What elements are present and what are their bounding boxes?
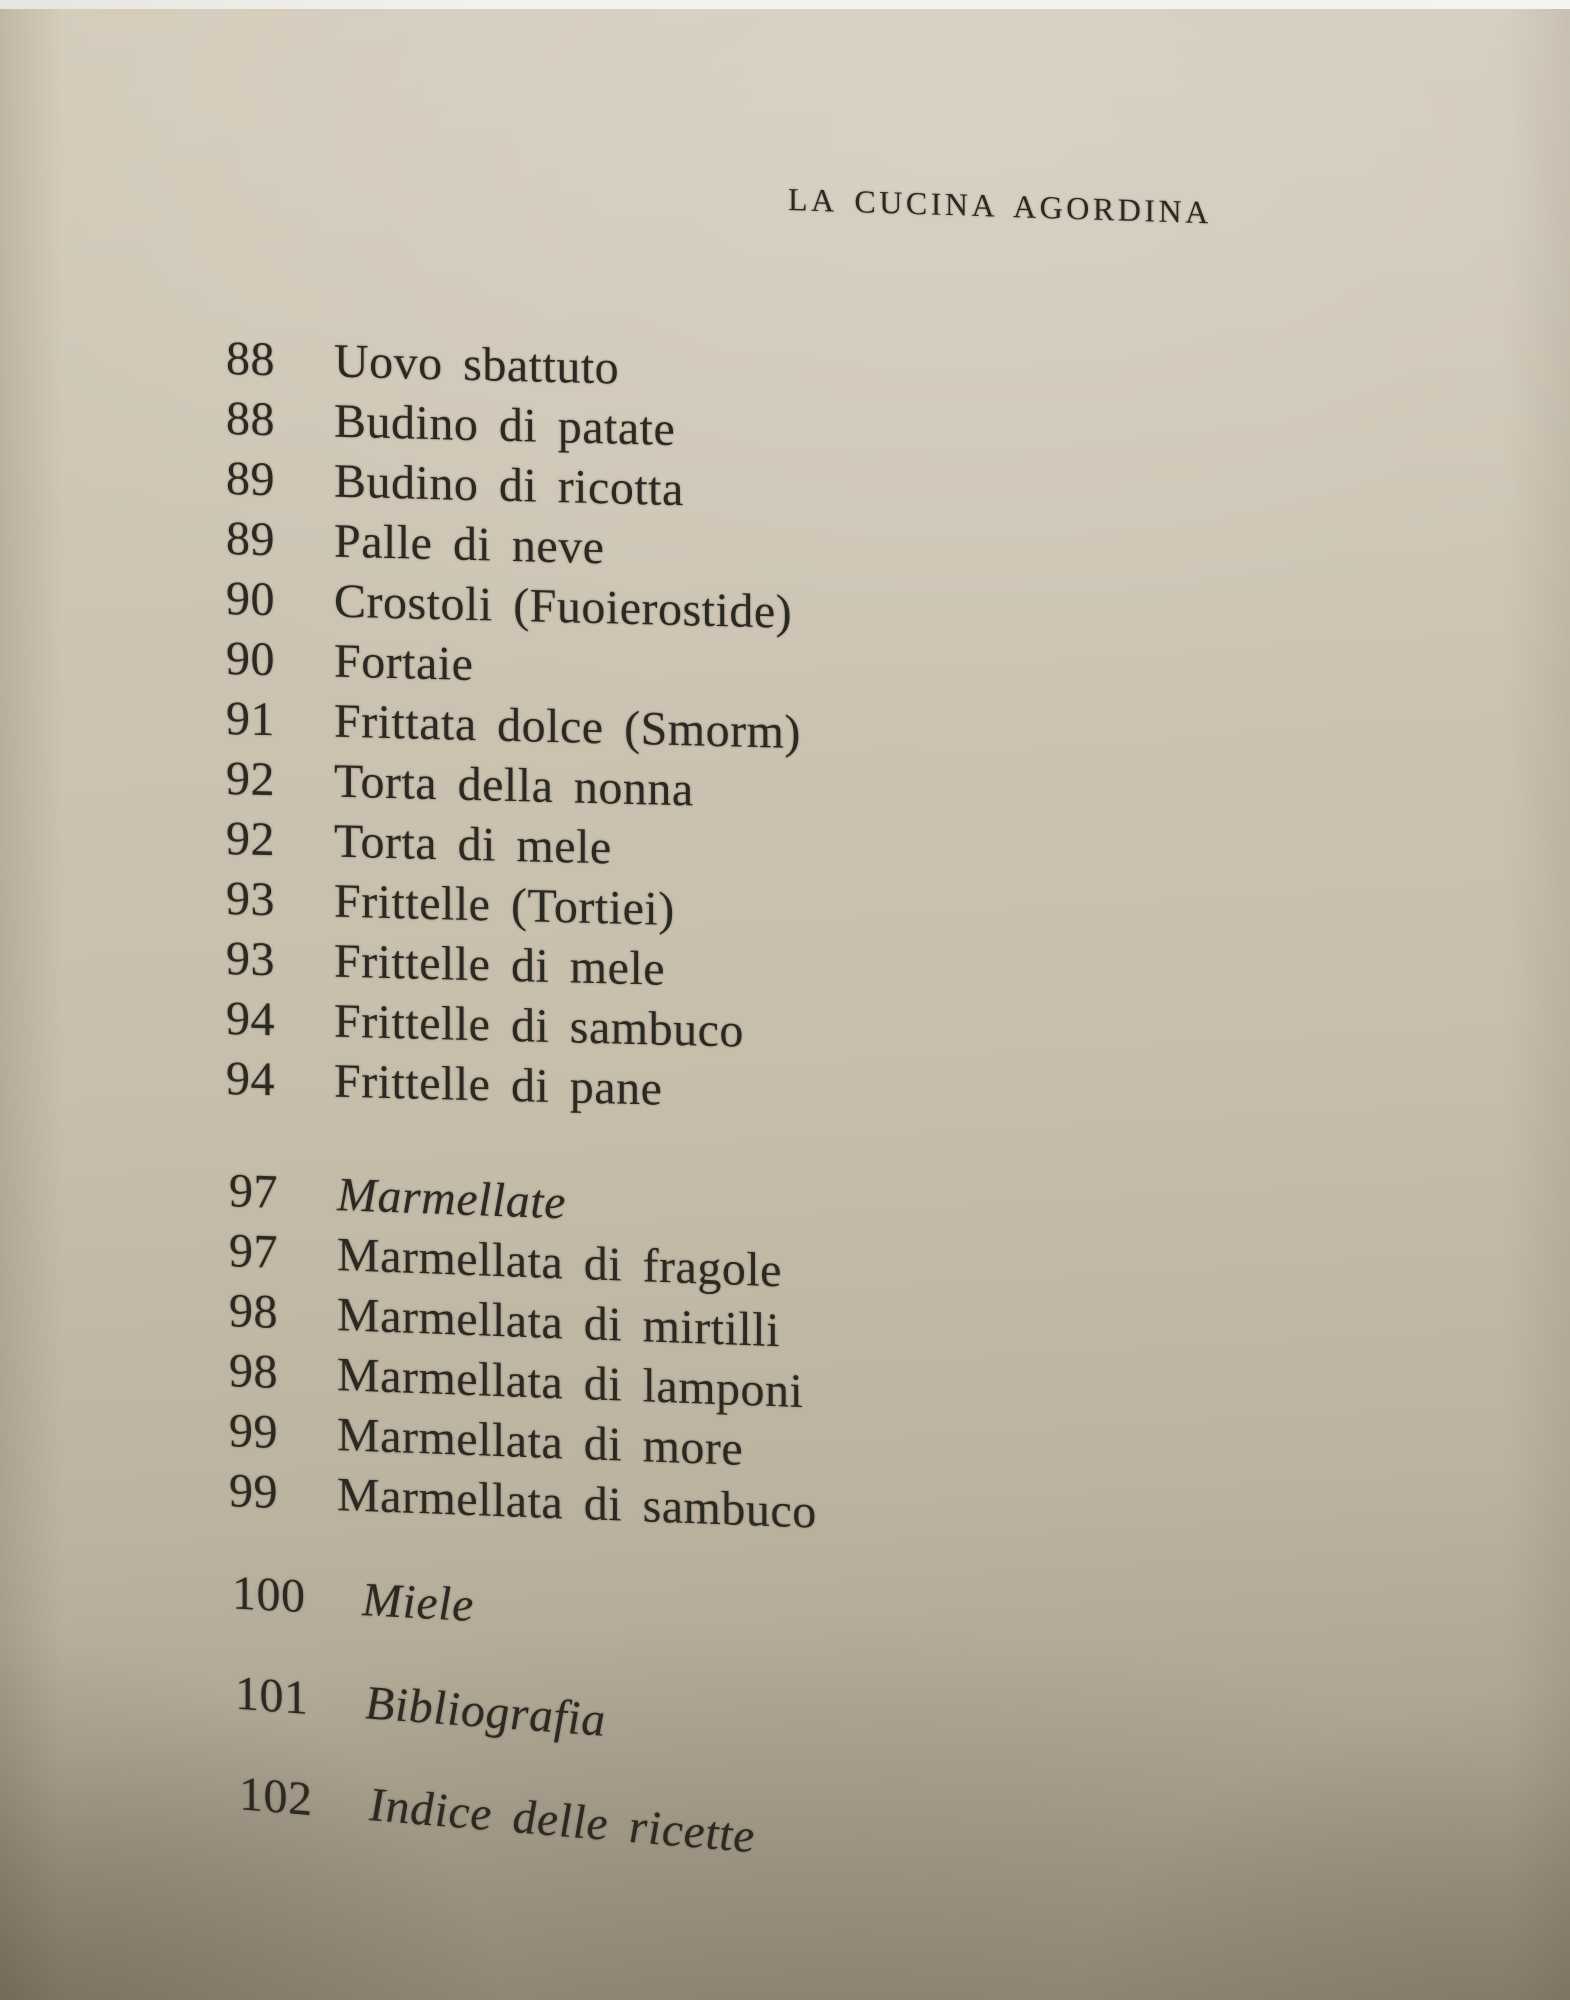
toc-page-number: 94 xyxy=(226,1052,275,1107)
toc-page-number: 88 xyxy=(226,332,275,387)
toc-page-number: 94 xyxy=(226,992,275,1047)
toc-page-number: 102 xyxy=(239,1767,313,1827)
toc-page-number: 101 xyxy=(235,1666,309,1726)
toc-section-title: Bibliografia xyxy=(365,1676,606,1747)
toc-row-section-header xyxy=(235,1664,823,1767)
toc-page-number: 97 xyxy=(229,1164,278,1219)
toc-entry-title: Frittelle di mele xyxy=(334,934,666,996)
toc-row-section-header xyxy=(239,1764,827,1873)
toc-page-number: 98 xyxy=(229,1344,278,1399)
toc-entry-title: Frittelle (Tortiei) xyxy=(334,874,675,936)
toc-page-number: 100 xyxy=(232,1566,306,1624)
toc-entry-title: Uovo sbattuto xyxy=(334,334,620,395)
toc-entry-title: Crostoli (Fuoierostide) xyxy=(334,574,793,639)
toc-page-number: 89 xyxy=(226,512,275,567)
toc-page-number: 90 xyxy=(226,572,275,627)
toc-page-number: 92 xyxy=(226,752,275,807)
toc-page-number: 99 xyxy=(229,1404,278,1459)
toc-section-title: Miele xyxy=(362,1573,474,1632)
toc-entry-title: Budino di ricotta xyxy=(334,454,684,517)
toc-entry-title: Marmellata di mirtilli xyxy=(337,1288,780,1358)
toc-row-section-header xyxy=(232,1563,820,1654)
toc-page-number: 88 xyxy=(226,392,275,447)
toc-entry-title: Frittelle di pane xyxy=(334,1054,663,1116)
toc-entry-title: Fortaie xyxy=(334,634,474,692)
table-of-contents xyxy=(226,329,817,1864)
running-header: LA CUCINA AGORDINA xyxy=(788,181,1212,231)
toc-section-title: Indice delle ricette xyxy=(369,1778,755,1864)
toc-section-dolci xyxy=(226,329,814,1123)
toc-section-marmellate xyxy=(229,1161,817,1543)
toc-page-number: 92 xyxy=(226,812,275,867)
toc-entry-title: Marmellata di lamponi xyxy=(337,1348,804,1419)
toc-entry-title: Palle di neve xyxy=(334,514,605,575)
book-page xyxy=(0,9,1570,2000)
toc-entry-title: Torta della nonna xyxy=(334,754,694,817)
toc-entry-title: Frittelle di sambuco xyxy=(334,994,744,1058)
toc-page-number: 99 xyxy=(229,1464,278,1519)
toc-entry-title: Marmellata di sambuco xyxy=(337,1468,817,1539)
toc-entry-title: Marmellata di more xyxy=(337,1408,744,1476)
toc-page-number: 97 xyxy=(229,1224,278,1279)
toc-section-indice xyxy=(239,1764,827,1873)
toc-entry-title: Torta di mele xyxy=(334,814,612,875)
toc-page-number: 93 xyxy=(226,872,275,927)
toc-section-miele xyxy=(232,1563,820,1654)
toc-page-number: 90 xyxy=(226,632,275,687)
toc-page-number: 91 xyxy=(226,692,275,747)
toc-section-title: Marmellate xyxy=(337,1168,566,1230)
toc-entry-title: Budino di patate xyxy=(334,394,676,456)
toc-page-number: 98 xyxy=(229,1284,278,1339)
toc-page-number: 93 xyxy=(226,932,275,987)
toc-entry-title: Frittata dolce (Smorm) xyxy=(334,694,801,760)
toc-section-bibliografia xyxy=(235,1664,823,1767)
toc-entry-title: Marmellata di fragole xyxy=(337,1228,782,1298)
toc-page-number: 89 xyxy=(226,452,275,507)
